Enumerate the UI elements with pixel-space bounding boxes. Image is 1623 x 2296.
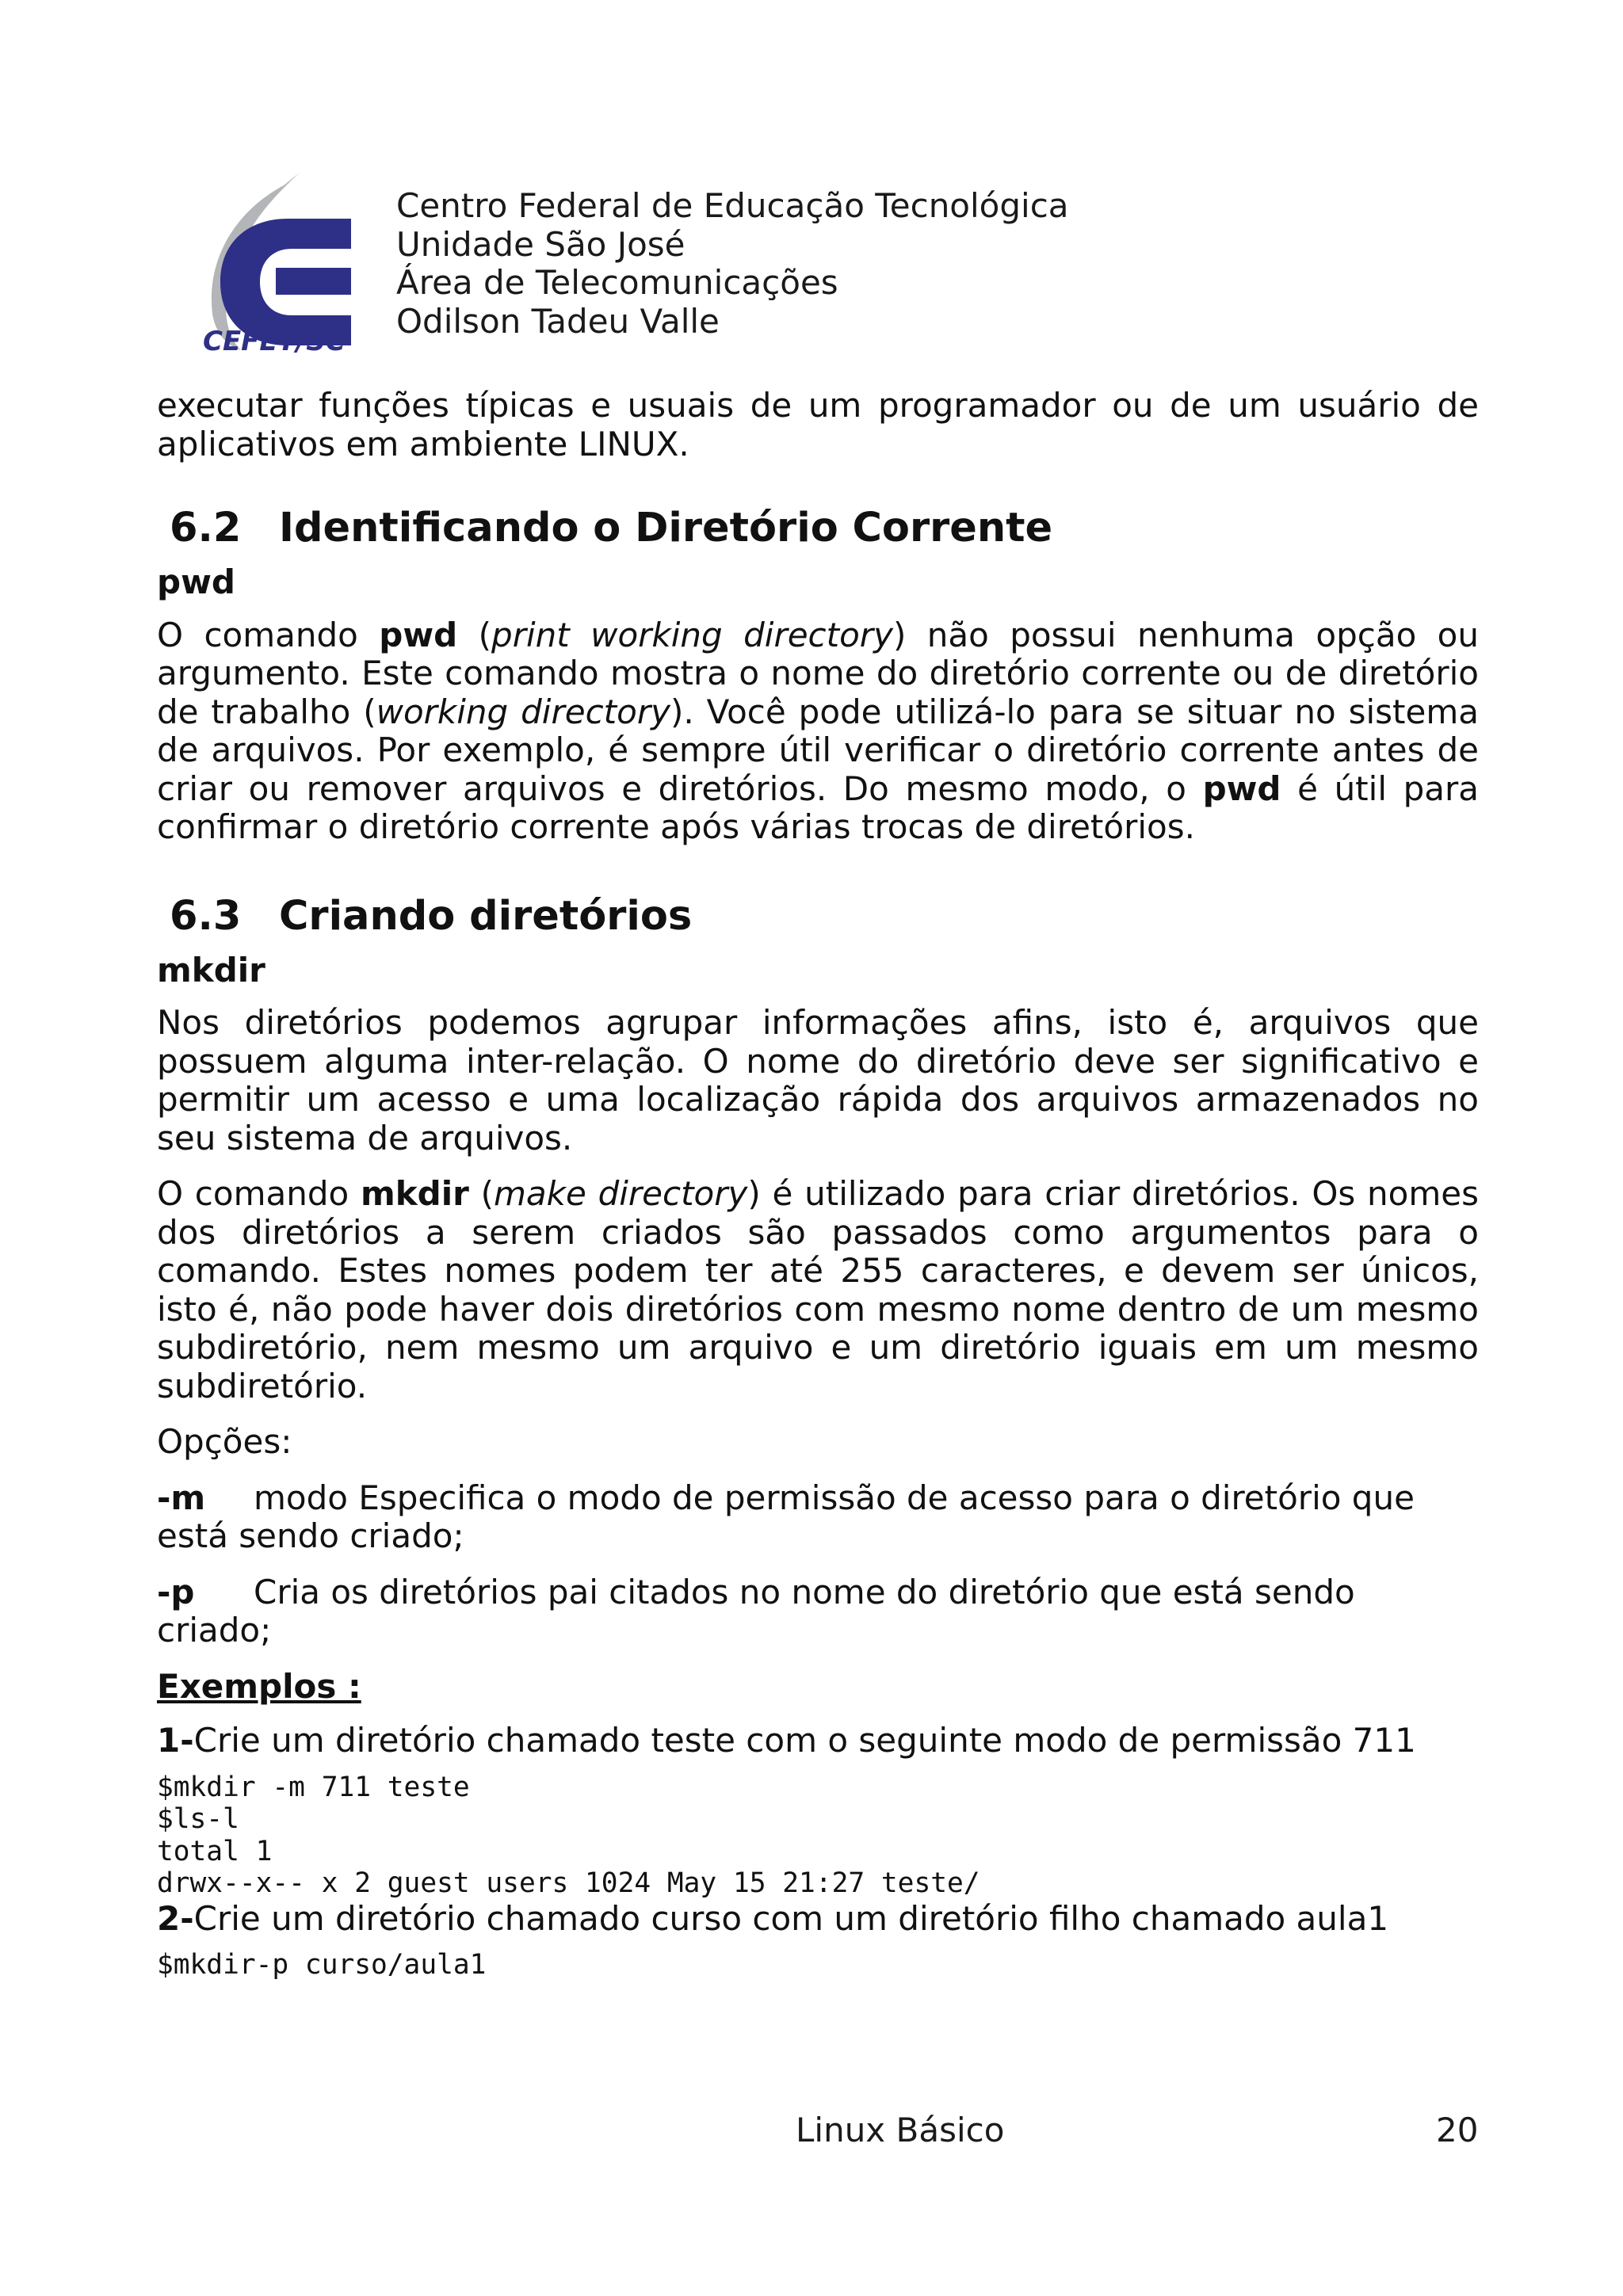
- italic-term: make directory: [494, 1174, 748, 1213]
- example-2-code: $mkdir-p curso/aula1: [157, 1949, 487, 1981]
- italic-term: print working directory: [491, 615, 893, 654]
- example-number: 2-: [157, 1898, 194, 1938]
- main-content: [157, 387, 1479, 1981]
- text-span: O comando: [157, 615, 380, 654]
- section-title: Identificando o Diretório Corrente: [279, 505, 1053, 551]
- text-span: (: [468, 1174, 494, 1213]
- header-line-2: Unidade São José: [396, 224, 685, 264]
- header-line-4: Odilson Tadeu Valle: [396, 301, 720, 341]
- inline-command: pwd: [1202, 769, 1281, 808]
- mkdir-intro-paragraph: Nos diretórios podemos agrupar informações afins, isto é, arquivos que possuem alguma inter-relação. O nome do diretório deve ser significativo e permitir um acesso e uma localização rápida dos arquivos armazenados no seu sistema de arquivos.: [157, 1003, 1479, 1158]
- text-span: O comando: [157, 1174, 361, 1213]
- options-label: Opções:: [157, 1422, 292, 1461]
- cefet-logo: [189, 163, 387, 353]
- institution-info: [396, 187, 1069, 341]
- example-1-code: $mkdir -m 711 teste $ls-l total 1 drwx--x-- x 2 guest users 1024 May 15 21:27 teste/: [157, 1771, 980, 1899]
- text-span: ). Você pode utilizá-lo para se situar no sistema de arquivos. Por exemplo, é sempre útil verificar o diretório corrente antes de criar ou remover arquivos e diretórios. Do mesmo modo, o: [157, 692, 1479, 808]
- section-number: 6.2: [170, 505, 242, 551]
- option-text: modo Especifica o modo de permissão de acesso para o diretório que está sendo criado;: [157, 1478, 1415, 1555]
- page-header: [189, 155, 1457, 353]
- italic-term: working directory: [376, 692, 670, 731]
- command-name-mkdir: mkdir: [157, 950, 265, 990]
- command-name-pwd: pwd: [157, 563, 235, 601]
- example-2-text: [157, 1900, 1479, 1939]
- header-line-3: Área de Telecomunicações: [396, 263, 838, 302]
- inline-command: pwd: [379, 615, 458, 654]
- example-number: 1-: [157, 1721, 194, 1760]
- text-span: (: [457, 615, 492, 654]
- section-number: 6.3: [170, 892, 242, 940]
- intro-paragraph: executar funções típicas e usuais de um programador ou de um usuário de aplicativos em ambiente LINUX.: [157, 386, 1479, 463]
- section-6-3-heading: [170, 893, 1479, 940]
- section-6-2-heading: [170, 505, 1479, 552]
- mkdir-description: [157, 1175, 1479, 1405]
- pwd-description: [157, 616, 1479, 847]
- option-p: [157, 1573, 1479, 1650]
- example-1-text: [157, 1722, 1479, 1760]
- examples-label: Exemplos :: [157, 1666, 361, 1706]
- inline-command: mkdir: [360, 1174, 469, 1213]
- header-line-1: Centro Federal de Educação Tecnológica: [396, 186, 1069, 225]
- text-span: é útil para confirmar o diretório corrente após várias trocas de diretórios.: [157, 769, 1480, 846]
- text-span: ) é utilizado para criar diretórios. Os nomes dos diretórios a serem criados são passados como argumentos para o comando. Estes nomes podem ter até 255 caracteres, e devem ser únicos, isto é, não pode haver dois diretórios com mesmo nome dentro de um mesmo subdiretório, nem mesmo um arquivo e um diretório iguais em um mesmo subdiretório.: [157, 1174, 1479, 1405]
- option-key: -m: [157, 1478, 206, 1517]
- footer-title: Linux Básico: [796, 2111, 1005, 2149]
- option-key: -p: [157, 1572, 195, 1611]
- example-description: Crie um diretório chamado curso com um diretório filho chamado aula1: [193, 1898, 1389, 1938]
- logo-text: CEFET/SC: [203, 326, 346, 353]
- option-text: Cria os diretórios pai citados no nome do diretório que está sendo criado;: [157, 1572, 1355, 1650]
- example-description: Crie um diretório chamado teste com o seguinte modo de permissão 711: [193, 1721, 1416, 1760]
- text-span: ) não possui nenhuma opção ou argumento. Este comando mostra o nome do diretório corrente ou de diretório de trabalho (: [157, 615, 1479, 731]
- page-number: 20: [1436, 2111, 1479, 2149]
- section-title: Criando diretórios: [279, 892, 693, 940]
- option-m: [157, 1479, 1479, 1556]
